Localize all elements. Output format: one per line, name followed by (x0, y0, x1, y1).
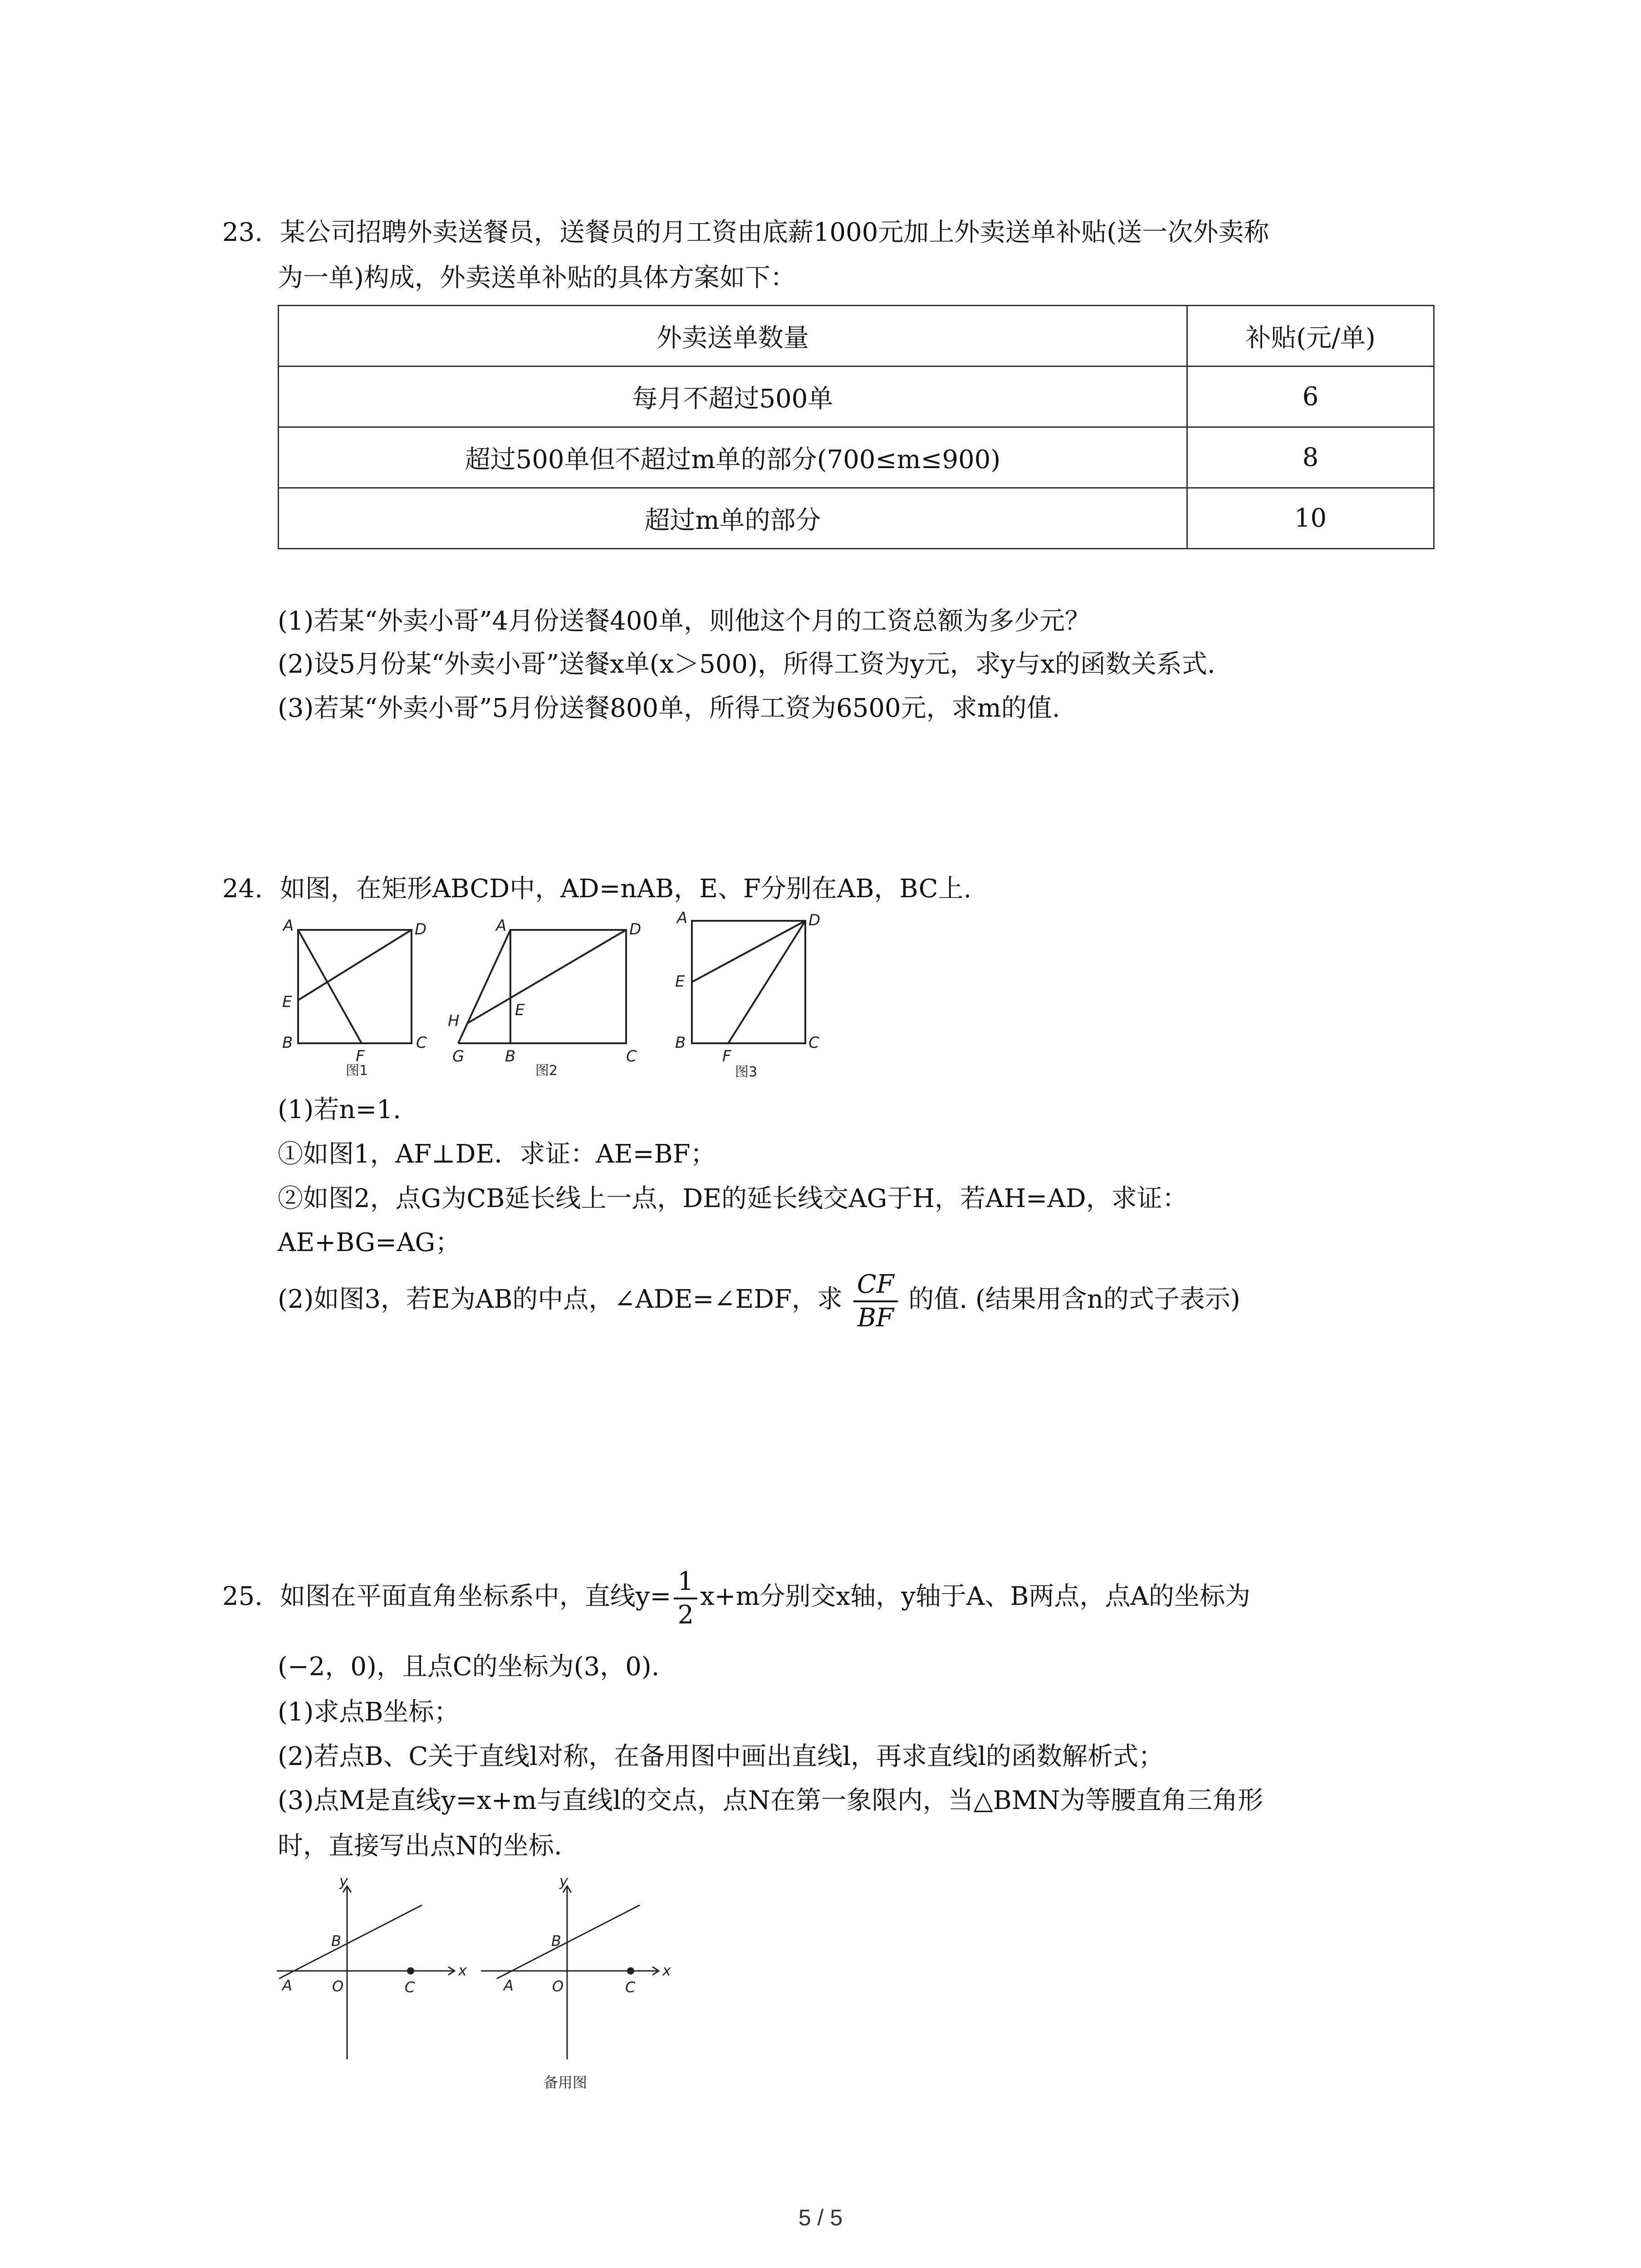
label-y: y (559, 1878, 568, 1890)
table-cell: 超过m单的部分 (279, 488, 1187, 549)
label-b: B (282, 1034, 293, 1052)
q24-part-1a: ①如图1，AF⊥DE．求证：AE=BF； (278, 1139, 716, 1169)
rectangle-abcd (298, 930, 411, 1043)
point-c (407, 1967, 414, 1975)
q24-part-1: (1)若n=1. (278, 1095, 401, 1124)
label-e: E (675, 973, 685, 991)
label-a: A (677, 909, 688, 927)
q25-part-3a: (3)点M是直线y=x+m与直线l的交点，点N在第一象限内，当△BMN为等腰直角三角形 (278, 1786, 1264, 1815)
label-c: C (416, 1034, 427, 1052)
q23-number: 23. (222, 218, 263, 247)
label-y: y (339, 1878, 348, 1890)
label-c: C (405, 1979, 415, 1996)
figure-2-caption: 图2 (535, 1063, 558, 1079)
table-header-row (279, 306, 1434, 367)
table-row (279, 367, 1434, 427)
label-b: B (551, 1932, 561, 1950)
fraction-numerator: CF (853, 1269, 898, 1302)
label-a: A (282, 1977, 292, 1994)
q25-number: 25. (222, 1582, 263, 1611)
table-row (279, 488, 1434, 549)
table-cell: 6 (1187, 367, 1434, 427)
segment-df (728, 921, 805, 1043)
label-b: B (331, 1932, 341, 1950)
rectangle-abcd (692, 921, 805, 1043)
label-e: E (282, 993, 292, 1011)
q24-part-2 (278, 1266, 1240, 1334)
segment-af (298, 930, 362, 1043)
fraction-denominator: 2 (677, 1600, 694, 1630)
label-e: E (515, 1001, 525, 1019)
q23-line-1 (222, 217, 1269, 249)
q24-line-1 (222, 873, 971, 905)
label-d: D (415, 920, 427, 938)
line-ab (279, 1905, 422, 1979)
rectangle-abcd (510, 930, 626, 1043)
subsidy-table (278, 305, 1435, 549)
label-b: B (505, 1047, 516, 1066)
fraction-numerator: 1 (674, 1566, 697, 1599)
label-f: F (356, 1047, 365, 1066)
q25-part-1: (1)求点B坐标； (278, 1697, 460, 1727)
label-d: D (629, 920, 642, 938)
figure-1-caption: 图1 (346, 1063, 368, 1079)
point-c (627, 1967, 634, 1975)
q24-part-2-pre: (2)如图3，若E为AB的中点，∠ADE=∠EDF，求 (278, 1285, 843, 1314)
q23-part-2: (2)设5月份某“外卖小哥”送餐x单(x＞500)，所得工资为y元，求y与x的函数关系式. (278, 650, 1215, 679)
label-o: O (332, 1978, 344, 1995)
label-a: A (496, 917, 507, 935)
q24-part-2-post: 的值. (结果用含n的式子表示) (908, 1285, 1240, 1314)
label-a: A (504, 1977, 514, 1994)
fraction-cf-bf (853, 1269, 898, 1334)
segment-de (298, 930, 411, 1000)
label-c: C (626, 1047, 637, 1066)
figure-3 (667, 905, 830, 1091)
q23-part-3: (3)若某“外卖小哥”5月份送餐800单，所得工资为6500元，求m的值. (278, 694, 1060, 723)
label-x: x (662, 1962, 671, 1979)
q24-number: 24. (222, 874, 263, 904)
segment-ga (458, 930, 510, 1043)
figure-1 (278, 912, 441, 1089)
q25-line-2: (−2，0)，且点C的坐标为(3，0). (278, 1652, 660, 1681)
fraction-one-half (674, 1566, 697, 1631)
table-header-cell: 补贴(元/单) (1187, 306, 1434, 367)
label-c: C (625, 1979, 636, 1996)
spare-graph-caption: 备用图 (544, 2074, 588, 2091)
label-o: O (552, 1978, 564, 1995)
segment-de (692, 921, 805, 982)
q25-line-1 (222, 1563, 1250, 1631)
q25-text-1-post: x+m分别交x轴，y轴于A、B两点，点A的坐标为 (700, 1582, 1250, 1611)
q24-part-1b: ②如图2，点G为CB延长线上一点，DE的延长线交AG于H，若AH=AD，求证： (278, 1184, 1188, 1213)
figure-2 (447, 912, 656, 1089)
page-number: 5 / 5 (798, 2205, 843, 2230)
label-x: x (458, 1962, 467, 1979)
label-g: G (452, 1047, 465, 1066)
q24-text-1: 如图，在矩形ABCD中，AD=nAB，E、F分别在AB，BC上. (279, 874, 972, 904)
line-ab (497, 1905, 640, 1979)
figure-3-caption: 图3 (735, 1064, 758, 1080)
label-b: B (675, 1034, 686, 1052)
q23-text-1: 某公司招聘外卖送餐员，送餐员的月工资由底薪1000元加上外卖送单补贴(送一次外卖称 (279, 218, 1269, 247)
label-f: F (722, 1047, 731, 1066)
q23-line-2: 为一单)构成，外卖送单补贴的具体方案如下： (278, 263, 796, 293)
q25-text-1-pre: 如图在平面直角坐标系中，直线y= (279, 1582, 671, 1611)
table-cell: 超过500单但不超过m单的部分(700≤m≤900) (279, 427, 1187, 488)
coordinate-graph (272, 1878, 472, 2068)
table-header-cell: 外卖送单数量 (279, 306, 1187, 367)
table-cell: 8 (1187, 427, 1434, 488)
label-h: H (448, 1012, 460, 1030)
spare-coordinate-graph (476, 1878, 676, 2105)
label-a: A (283, 917, 294, 935)
q25-part-2: (2)若点B、C关于直线l对称，在备用图中画出直线l，再求直线l的函数解析式； (278, 1742, 1164, 1771)
fraction-denominator: BF (857, 1303, 894, 1333)
q25-part-3b: 时，直接写出点N的坐标. (278, 1831, 562, 1861)
table-row (279, 427, 1434, 488)
table-cell: 10 (1187, 488, 1434, 549)
q24-part-1b-cont: AE+BG=AG； (278, 1228, 461, 1257)
label-d: D (808, 911, 821, 929)
segment-dh (467, 930, 626, 1023)
label-c: C (808, 1034, 819, 1052)
q23-part-1: (1)若某“外卖小哥”4月份送餐400单，则他这个月的工资总额为多少元？ (278, 606, 1091, 636)
table-cell: 每月不超过500单 (279, 367, 1187, 427)
